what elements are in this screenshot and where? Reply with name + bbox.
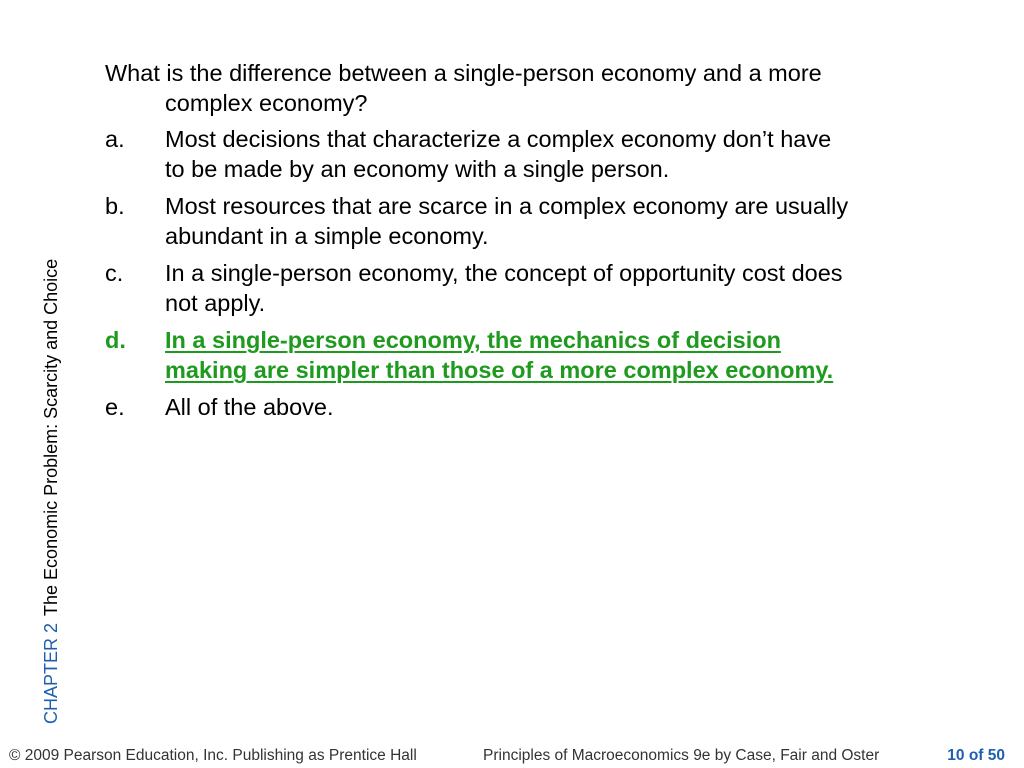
chapter-title: The Economic Problem: Scarcity and Choice (41, 258, 61, 616)
option-a (105, 124, 850, 184)
option-letter: d. (105, 327, 126, 353)
option-letter: a. (105, 126, 125, 152)
option-letter: c. (105, 260, 124, 286)
option-letter: e. (105, 394, 125, 420)
option-d-correct-answer (105, 325, 850, 385)
footer-book-title: Principles of Macroeconomics 9e by Case, Fair and Oster (483, 747, 880, 764)
chapter-sidebar (8, 0, 61, 728)
option-b (105, 191, 850, 251)
option-c (105, 258, 850, 318)
footer-copyright: © 2009 Pearson Education, Inc. Publishing as Prentice Hall (9, 747, 417, 764)
option-text: Most resources that are scarce in a complex economy are usually abundant in a simple economy. (165, 193, 849, 249)
chapter-number: CHAPTER 2 (41, 622, 61, 724)
option-text: Most decisions that characterize a complex economy don’t have to be made by an economy with a single person. (165, 126, 832, 182)
question-content (105, 58, 850, 429)
option-letter: b. (105, 193, 125, 219)
page-number: 10 of 50 (947, 747, 1005, 764)
option-text: All of the above. (165, 394, 334, 420)
question-text: What is the difference between a single-person economy and a more complex economy? (105, 60, 822, 116)
option-text: In a single-person economy, the mechanics of decision making are simpler than those of a more complex economy. (165, 327, 834, 383)
option-text: In a single-person economy, the concept of opportunity cost does not apply. (165, 260, 843, 316)
chapter-label (40, 259, 62, 724)
option-e (105, 392, 850, 422)
footer (0, 744, 1024, 768)
